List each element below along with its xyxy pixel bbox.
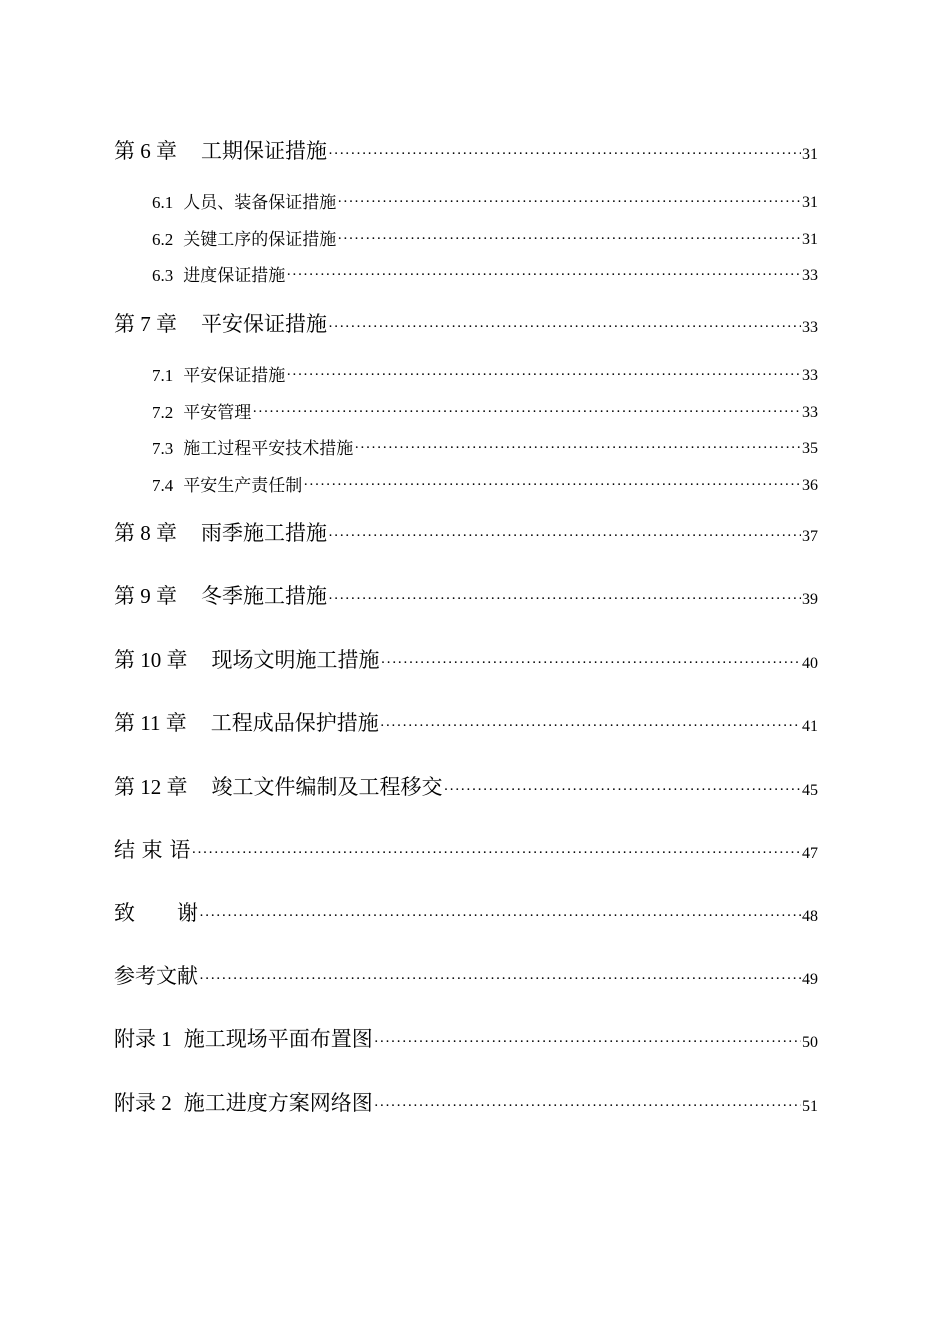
toc-leader-dots	[328, 320, 801, 335]
toc-entry-section-7-3[interactable]	[152, 433, 818, 459]
toc-page-number: 33	[802, 404, 818, 421]
toc-entry-label: 人员、装备保证措施	[183, 193, 337, 212]
toc-page-number: 36	[802, 477, 818, 494]
toc-entry-prefix: 第 10 章	[114, 648, 188, 672]
toc-entry-prefix: 7.2	[152, 403, 174, 422]
toc-entry-chapter-9[interactable]	[114, 580, 818, 610]
toc-entry-title	[114, 707, 379, 737]
toc-page-number: 50	[802, 1034, 818, 1051]
toc-entry-title	[152, 225, 336, 250]
toc-entry-chapter-11[interactable]	[114, 707, 818, 737]
toc-entry-title	[114, 308, 327, 338]
toc-entry-title	[114, 517, 327, 547]
toc-entry-section-6-3[interactable]	[152, 260, 818, 286]
toc-leader-dots	[286, 268, 801, 283]
toc-page-number: 31	[802, 146, 818, 163]
toc-leader-dots	[328, 592, 801, 607]
toc-entry-conclusion[interactable]	[114, 834, 818, 864]
toc-entry-title	[114, 897, 198, 927]
toc-entry-label: 雨季施工措施	[201, 521, 327, 545]
toc-entry-label: 参考文献	[114, 964, 198, 988]
toc-page-number: 41	[802, 718, 818, 735]
toc-entry-prefix: 7.3	[152, 439, 174, 458]
toc-page-number: 47	[802, 845, 818, 862]
toc-entry-prefix: 6.2	[152, 230, 174, 249]
toc-page-number: 48	[802, 908, 818, 925]
toc-page-number: 45	[802, 782, 818, 799]
toc-entry-label: 平安生产责任制	[183, 476, 303, 495]
toc-entry-prefix: 第 7 章	[114, 312, 177, 336]
toc-entry-section-6-2[interactable]	[152, 224, 818, 250]
toc-page-number: 51	[802, 1098, 818, 1115]
toc-entry-appendix-2[interactable]	[114, 1087, 818, 1117]
toc-page-number: 33	[802, 319, 818, 336]
toc-entry-prefix: 附录 2	[114, 1091, 172, 1115]
toc-leader-dots	[337, 195, 801, 210]
toc-leader-dots	[380, 719, 801, 734]
toc-page-number: 35	[802, 440, 818, 457]
toc-entry-label: 进度保证措施	[183, 266, 286, 285]
toc-entry-chapter-12[interactable]	[114, 771, 818, 801]
toc-page-number: 37	[802, 528, 818, 545]
toc-leader-dots	[328, 529, 801, 544]
toc-entry-prefix: 7.1	[152, 366, 174, 385]
toc-leader-dots	[303, 478, 801, 493]
toc-entry-references[interactable]	[114, 960, 818, 990]
toc-entry-title	[152, 361, 285, 386]
toc-leader-dots	[381, 656, 802, 671]
toc-entry-prefix: 第 11 章	[114, 711, 187, 735]
toc-entry-prefix: 7.4	[152, 476, 174, 495]
toc-page-number: 49	[802, 971, 818, 988]
toc-entry-title	[114, 644, 380, 674]
toc-entry-title	[152, 261, 285, 286]
toc-entry-label: 结 束 语	[114, 838, 191, 862]
toc-entry-title	[114, 580, 327, 610]
toc-entry-prefix: 附录 1	[114, 1027, 172, 1051]
toc-entry-title	[114, 834, 190, 864]
toc-entry-title	[114, 1023, 373, 1053]
toc-entry-chapter-7[interactable]	[114, 308, 818, 338]
toc-entry-chapter-6[interactable]	[114, 135, 818, 165]
toc-entry-chapter-10[interactable]	[114, 644, 818, 674]
toc-entry-label: 平安保证措施	[183, 366, 286, 385]
toc-leader-dots	[354, 441, 801, 456]
toc-entry-title	[114, 1087, 373, 1117]
toc-leader-dots	[374, 1035, 801, 1050]
toc-leader-dots	[191, 846, 801, 861]
toc-entry-label: 施工过程平安技术措施	[183, 439, 354, 458]
toc-entry-prefix: 6.1	[152, 193, 174, 212]
toc-entry-section-7-4[interactable]	[152, 470, 818, 496]
toc-entry-label: 现场文明施工措施	[211, 648, 380, 672]
toc-entry-label: 竣工文件编制及工程移交	[211, 775, 443, 799]
toc-entry-prefix: 第 8 章	[114, 521, 177, 545]
toc-leader-dots	[337, 232, 801, 247]
toc-entry-title	[114, 771, 443, 801]
toc-entry-title	[152, 434, 353, 459]
toc-leader-dots	[328, 147, 801, 162]
toc-leader-dots	[286, 368, 801, 383]
toc-entry-label: 工程成品保护措施	[210, 711, 379, 735]
toc-leader-dots	[252, 405, 801, 420]
toc-leader-dots	[199, 909, 801, 924]
toc-page-number: 33	[802, 367, 818, 384]
toc-entry-label: 关键工序的保证措施	[183, 230, 337, 249]
toc-entry-prefix: 6.3	[152, 266, 174, 285]
toc-entry-title	[152, 188, 336, 213]
toc-page-number: 31	[802, 194, 818, 211]
toc-page-number: 33	[802, 267, 818, 284]
toc-leader-dots	[199, 972, 801, 987]
toc-entry-label: 平安保证措施	[201, 312, 327, 336]
toc-entry-prefix: 第 12 章	[114, 775, 188, 799]
toc-entry-section-7-1[interactable]	[152, 360, 818, 386]
toc-entry-title	[152, 471, 302, 496]
toc-entry-title	[152, 398, 251, 423]
toc-page-number: 31	[802, 231, 818, 248]
toc-entry-section-6-1[interactable]	[152, 187, 818, 213]
toc-leader-dots	[374, 1099, 801, 1114]
toc-entry-label: 施工进度方案网络图	[183, 1091, 373, 1115]
toc-entry-title	[114, 960, 198, 990]
toc-entry-section-7-2[interactable]	[152, 397, 818, 423]
toc-entry-title	[114, 135, 327, 165]
toc-entry-appendix-1[interactable]	[114, 1023, 818, 1053]
toc-page-number: 39	[802, 591, 818, 608]
toc-entry-prefix: 第 9 章	[114, 584, 177, 608]
toc-page-number: 40	[802, 655, 818, 672]
toc-entry-label: 平安管理	[183, 403, 252, 422]
toc-entry-prefix: 第 6 章	[114, 139, 177, 163]
toc-entry-label: 致 谢	[114, 901, 198, 925]
toc-leader-dots	[444, 783, 802, 798]
toc-entry-label: 冬季施工措施	[201, 584, 327, 608]
toc-entry-chapter-8[interactable]	[114, 517, 818, 547]
toc-entry-label: 施工现场平面布置图	[183, 1027, 373, 1051]
toc-entry-acknowledgements[interactable]	[114, 897, 818, 927]
toc-entry-label: 工期保证措施	[201, 139, 327, 163]
